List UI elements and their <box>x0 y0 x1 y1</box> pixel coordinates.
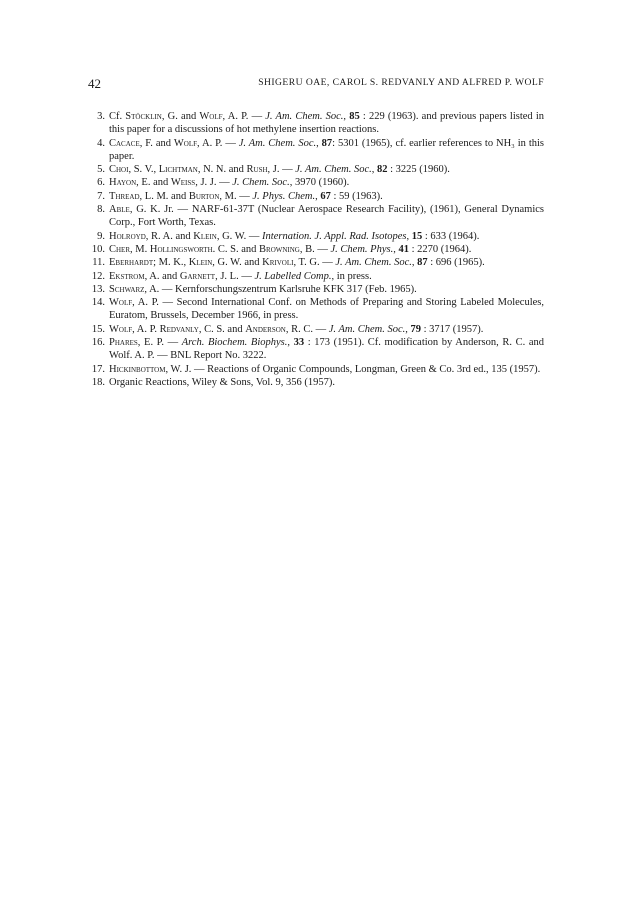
reference-fragment: , A. P. <box>132 323 160 335</box>
reference-fragment: , A. P. — Second International Conf. on Methods of Preparing and Storing Labeled Molecules, Euratom, Brussels, December 1966, in press. <box>109 297 544 322</box>
reference-number: 4. <box>97 137 105 149</box>
reference-number: 15. <box>91 323 105 335</box>
reference-item <box>88 270 544 283</box>
reference-number: 6. <box>97 177 105 189</box>
reference-fragment: , <box>405 323 411 335</box>
running-head: SHIGERU OAE, CAROL S. REDVANLY AND ALFRED P. WOLF <box>258 77 544 88</box>
reference-item <box>88 376 544 389</box>
reference-fragment: Weiss <box>170 177 196 189</box>
reference-fragment: Hollingsworth <box>149 243 213 255</box>
reference-fragment: Schwarz <box>109 283 145 295</box>
reference-number: 18. <box>91 376 105 388</box>
reference-text <box>109 138 544 162</box>
reference-fragment: 15 <box>411 230 423 242</box>
reference-fragment: , <box>393 243 399 255</box>
reference-fragment: Ekstrom <box>109 270 145 282</box>
reference-number: 14. <box>91 297 105 309</box>
reference-number: 8. <box>97 204 105 216</box>
reference-fragment: 41 <box>398 243 409 255</box>
reference-item <box>88 190 544 203</box>
reference-text <box>109 204 544 228</box>
reference-item <box>88 243 544 256</box>
reference-number: 12. <box>91 270 105 282</box>
reference-fragment: Wolf <box>109 297 133 309</box>
reference-fragment: , F. and <box>139 137 174 149</box>
reference-fragment: , <box>315 190 321 202</box>
reference-fragment: , R. A. and <box>145 230 194 242</box>
reference-fragment: , T. G. — <box>293 257 336 269</box>
reference-fragment: Klein <box>188 257 213 269</box>
reference-fragment: Krivoli <box>262 257 294 269</box>
reference-fragment: Anderson <box>245 323 286 335</box>
reference-fragment: 67 <box>320 190 331 202</box>
reference-fragment: , E. and <box>136 177 171 189</box>
reference-fragment: J. Phys. Chem. <box>252 190 316 202</box>
reference-fragment: : 696 (1965). <box>427 257 485 269</box>
reference-fragment: 33 <box>293 337 305 349</box>
reference-fragment: , B. — <box>299 243 331 255</box>
reference-fragment: Eberhardt <box>109 257 154 269</box>
reference-fragment: J. Chem. Soc. <box>232 177 290 189</box>
reference-number: 7. <box>97 190 105 202</box>
reference-fragment: , G. K. Jr. — NARF-61-37T (Nuclear Aerospace Research Facility), (1961), General Dynamics Corp., Fort Worth, Texas. <box>109 204 544 229</box>
reference-fragment: Rush <box>246 164 268 176</box>
reference-fragment: : 3717 (1957). <box>421 323 484 335</box>
reference-fragment: . C. S. and <box>212 243 260 255</box>
reference-fragment: , G. W. — <box>216 230 263 242</box>
reference-fragment: : 59 (1963). <box>330 190 383 202</box>
reference-fragment: : 3225 (1960). <box>387 164 450 176</box>
reference-number: 5. <box>97 164 105 176</box>
reference-fragment: J. Am. Chem. Soc. <box>238 137 317 149</box>
reference-fragment: , E. P. — <box>137 337 182 349</box>
reference-fragment: 87 <box>417 257 428 269</box>
reference-fragment: Browning <box>259 243 300 255</box>
reference-fragment: Hickinbottom <box>109 363 166 375</box>
reference-fragment: J. Chem. Phys. <box>330 243 394 255</box>
reference-text <box>109 284 417 295</box>
reference-fragment: , G. W. and <box>212 257 263 269</box>
reference-item <box>88 230 544 243</box>
reference-fragment: , <box>371 164 377 176</box>
reference-number: 3. <box>97 111 105 122</box>
reference-text <box>109 257 485 268</box>
reference-item <box>88 283 544 296</box>
reference-item <box>88 163 544 176</box>
reference-fragment: J. Am. Chem. Soc. <box>295 164 372 176</box>
reference-fragment: , M. — <box>219 190 253 202</box>
reference-fragment: Burton <box>188 190 220 202</box>
reference-fragment: : 2270 (1964). <box>408 243 472 255</box>
reference-fragment: 82 <box>377 164 388 176</box>
reference-fragment: ; M. K., <box>153 257 189 269</box>
reference-fragment: , J. L. — <box>215 270 255 282</box>
reference-text <box>109 111 544 135</box>
reference-text <box>109 364 540 375</box>
reference-fragment: , L. M. and <box>139 190 189 202</box>
reference-fragment: : 229 (1963). <box>359 111 419 122</box>
reference-item <box>88 296 544 323</box>
reference-number: 11. <box>92 257 105 269</box>
reference-text <box>109 191 383 202</box>
reference-text <box>109 297 544 321</box>
reference-fragment: , C. S. and <box>198 323 246 335</box>
reference-text <box>109 177 349 188</box>
reference-fragment: Choi <box>109 164 129 176</box>
reference-fragment: J. Am. Chem. Soc. <box>328 323 406 335</box>
reference-item <box>88 176 544 189</box>
reference-fragment: , R. C. — <box>285 323 329 335</box>
reference-text <box>109 244 471 255</box>
reference-text <box>109 164 450 175</box>
reference-fragment: Thread <box>109 190 140 202</box>
reference-number: 16. <box>91 337 105 349</box>
reference-fragment: Garnett <box>179 270 216 282</box>
reference-fragment: : 5301 (1965), cf. earlier references to NH₃ in this paper. <box>109 137 544 162</box>
reference-item <box>88 256 544 269</box>
reference-fragment: 79 <box>410 323 421 335</box>
reference-fragment: , <box>287 337 294 349</box>
reference-item <box>88 336 544 363</box>
reference-fragment: , A. P. — <box>197 137 239 149</box>
reference-fragment: Lichtman <box>158 164 198 176</box>
reference-fragment: , J. — <box>267 164 296 176</box>
reference-fragment: J. Labelled Comp. <box>254 270 332 282</box>
reference-text <box>109 271 372 282</box>
reference-fragment: , S. V., <box>128 164 159 176</box>
reference-fragment: , G. and <box>161 111 200 122</box>
reference-fragment: : 173 (1951). Cf. modification by Anderson, R. C. and Wolf. A. P. — BNL Report No. 3222. <box>109 337 544 362</box>
reference-fragment: , M. <box>130 243 150 255</box>
reference-fragment: Redvanly <box>159 323 199 335</box>
page-header <box>88 76 544 92</box>
reference-item <box>88 323 544 336</box>
reference-fragment: : 633 (1964). <box>422 230 480 242</box>
reference-fragment: Wolf <box>199 111 223 122</box>
reference-fragment: 85 <box>349 111 360 122</box>
reference-fragment: Stöcklin <box>125 111 162 122</box>
reference-fragment: J. Am. Chem. Soc. <box>335 257 412 269</box>
page-number: 42 <box>88 76 101 91</box>
reference-fragment: Cacace <box>109 137 140 149</box>
reference-item <box>88 137 544 164</box>
reference-item <box>88 110 544 137</box>
reference-fragment: , A. — Kernforschungszentrum Karlsruhe KFK 317 (Feb. 1965). <box>144 283 417 295</box>
reference-fragment: , J. J. — <box>195 177 233 189</box>
reference-fragment: , N. N. and <box>197 164 247 176</box>
reference-fragment: and previous papers listed in this paper for a discussions of hot methylene insertion reactions. <box>109 111 545 136</box>
reference-fragment: , A. P. — <box>222 111 266 122</box>
reference-fragment: Klein <box>193 230 217 242</box>
reference-fragment: Internation. J. Appl. Rad. Isotopes <box>262 230 407 242</box>
reference-list <box>88 110 544 389</box>
reference-fragment: Organic Reactions, Wiley & Sons, Vol. 9, 356 (1957). <box>109 376 335 388</box>
reference-item <box>88 203 544 230</box>
reference-fragment: Arch. Biochem. Biophys. <box>181 337 288 349</box>
reference-fragment: Phares <box>109 337 138 349</box>
reference-text <box>109 231 479 242</box>
reference-fragment: Cher <box>109 243 131 255</box>
reference-fragment: 87 <box>321 137 333 149</box>
reference-number: 10. <box>91 243 105 255</box>
reference-fragment: , 3970 (1960). <box>289 177 350 189</box>
reference-number: 13. <box>91 283 105 295</box>
reference-fragment: Hayon <box>109 177 137 189</box>
reference-fragment: Wolf <box>109 323 133 335</box>
reference-fragment: Able <box>109 204 130 216</box>
reference-item <box>88 363 544 376</box>
reference-fragment: Holroyd <box>109 230 146 242</box>
reference-fragment: , <box>316 137 322 149</box>
reference-text <box>109 324 483 335</box>
reference-fragment: , <box>406 230 412 242</box>
reference-fragment: , in press. <box>331 270 372 282</box>
reference-text <box>109 377 335 388</box>
reference-number: 9. <box>97 230 105 242</box>
reference-fragment: Cf. <box>109 111 126 122</box>
reference-fragment: Wolf <box>173 137 198 149</box>
reference-number: 17. <box>91 363 105 375</box>
reference-fragment: , A. and <box>144 270 180 282</box>
reference-fragment: J. Am. Chem. Soc. <box>265 111 344 122</box>
reference-fragment: , W. J. — Reactions of Organic Compounds, Longman, Green & Co. 3rd ed., 135 (1957). <box>165 363 541 375</box>
reference-text <box>109 337 544 361</box>
reference-fragment: , <box>411 257 418 269</box>
reference-fragment: , <box>343 111 350 122</box>
